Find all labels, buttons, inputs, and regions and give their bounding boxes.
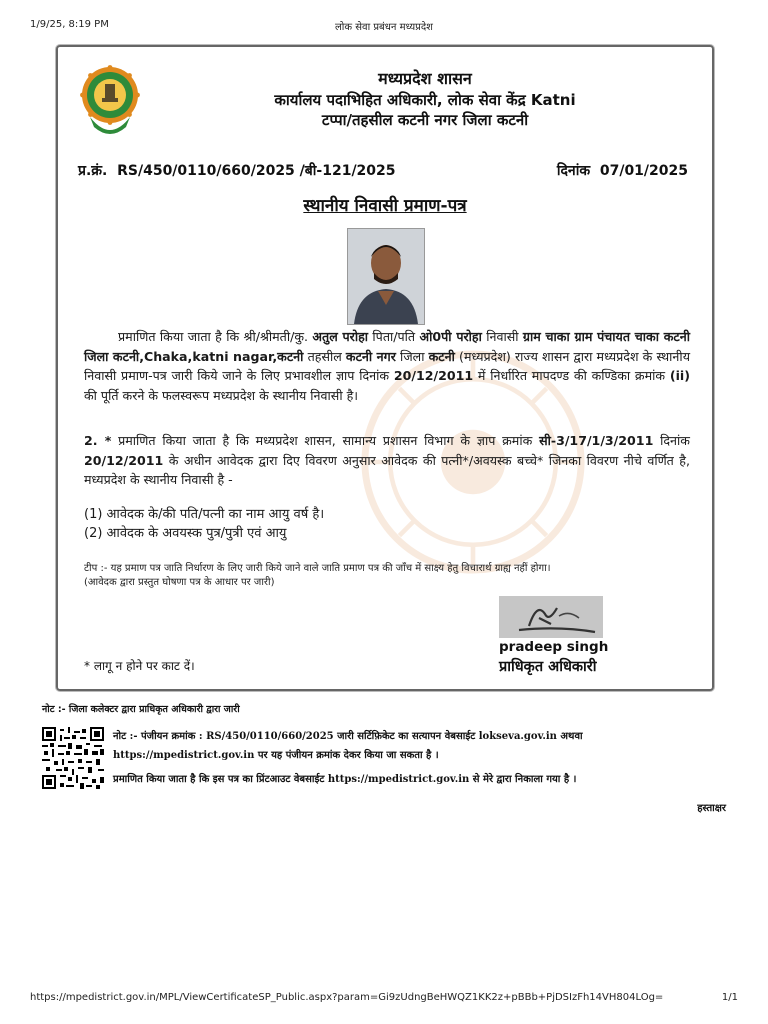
header-tehsil: टप्पा/तहसील कटनी नगर जिला कटनी — [321, 111, 529, 129]
verification-line-1: नोट :- पंजीयन क्रमांक : RS/450/0110/660/2025 जारी सर्टिफ़िकेट का सत्यापन वेबसाईट lokseva.gov.in अथवा — [113, 731, 583, 742]
note-line-2: (आवेदक द्वारा प्रस्तुत घोषणा पत्र के आधार पर जारी) — [84, 577, 275, 588]
para1-text: (मध्यप्रदेश) राज्य शासन द्वारा मध्यप्रदेश के स्थानीय निवासी प्रमाण-पत्र जारी किये जाने के लिए प्रभावशील ज्ञाप दिनांक — [84, 348, 690, 383]
signature-label: हस्ताक्षर — [697, 803, 726, 814]
issue-date — [557, 161, 688, 180]
dependent-item-spouse: (1) आवेदक के/की पति/पत्नी का नाम आयु वर्ष है। — [84, 507, 325, 522]
signature-image — [499, 596, 603, 638]
date-label: दिनांक — [556, 163, 591, 179]
header-government: मध्यप्रदेश शासन — [378, 69, 472, 88]
para1-text: जिला — [395, 348, 429, 364]
certificate-paragraph-1 — [84, 327, 690, 405]
signatory-name: pradeep singh — [499, 639, 609, 655]
para1-text: पिता/पति — [368, 329, 420, 344]
printout-statement: प्रमाणित किया जाता है कि इस पत्र का प्रिंटआउट वेबसाईट https://mpedistrict.gov.in से मेरे द्वारा निकाला गया है । — [113, 774, 577, 785]
para1-text: प्रमाणित किया जाता है कि श्री/श्रीमती/कु. — [118, 329, 313, 344]
memo-number: सी-3/17/1/3/2011 — [539, 433, 654, 448]
memo-date-2: 20/12/2011 — [84, 452, 164, 468]
verification-line-2: https://mpedistrict.gov.in पर यह पंजीयन क्रमांक देकर किया जा सकता है । — [113, 750, 439, 761]
applicant-name: अतुल परोहा — [312, 329, 369, 344]
verification-note — [113, 727, 733, 765]
para1-text: की पूर्ति करने के फलस्वरूप मध्यप्रदेश के स्थानीय निवासी है। — [84, 387, 359, 403]
para2-text: दिनांक — [653, 433, 690, 448]
certificate-paragraph-2 — [84, 431, 690, 490]
reference-value: RS/450/0110/660/2025 /बी-121/2025 — [117, 163, 396, 179]
reference-number — [78, 161, 396, 180]
para1-text: तहसील — [303, 348, 346, 364]
reference-label: प्र.क्रं. — [78, 163, 108, 179]
qr-code-icon[interactable] — [42, 727, 104, 789]
certificate-note — [84, 562, 551, 590]
print-page-title: लोक सेवा प्रबंधन मध्यप्रदेश — [335, 22, 433, 33]
memo-date: 20/12/2011 — [393, 368, 474, 383]
note-line-1: टीप :- यह प्रमाण पत्र जाति निर्धारण के लिए जारी किये जाने वाले जाति प्रमाण पत्र की जाँच में साक्ष्य हेतु विचारार्थ ग्राह्य नहीं होगा। — [84, 563, 551, 574]
father-name: ओ0पी परोहा — [419, 329, 482, 344]
para2-text: प्रमाणित किया जाता है कि मध्यप्रदेश शासन, सामान्य प्रशासन विभाग के ज्ञाप क्रमांक — [111, 433, 540, 448]
dependent-item-children: (2) आवेदक के अवयस्क पुत्र/पुत्री एवं आयु — [84, 526, 287, 541]
district-name: कटनी — [428, 348, 455, 364]
date-value: 07/01/2025 — [599, 163, 688, 179]
para2-number: 2. * — [84, 433, 112, 448]
header-office: कार्यालय पदाभिहित अधिकारी, लोक सेवा केंद्र Katni — [274, 91, 576, 109]
applicant-photo — [347, 228, 425, 325]
certificate — [56, 45, 714, 691]
issued-by-note: नोट :- जिला कलेक्टर द्वारा प्राधिकृत अधिकारी द्वारा जारी — [42, 704, 240, 715]
applicant-address: ग्राम चाका ग्राम पंचायत चाका कटनी जिला कटनी,Chaka,katni nagar,कटनी — [84, 329, 691, 364]
tehsil-name: कटनी नगर — [345, 348, 396, 364]
print-footer-url[interactable]: https://mpedistrict.gov.in/MPL/ViewCertificateSP_Public.aspx?param=Gi9zUdngBeHWQZ1KK2z+pBBb+PjDSIzFh14VH804LOg= — [30, 992, 664, 1003]
dependent-list — [84, 505, 324, 543]
signatory-designation: प्राधिकृत अधिकारी — [499, 659, 597, 675]
para2-text: के अधीन आवेदक द्वारा दिए विवरण अनुसार आवेदक की पत्नी*/अवयस्क बच्चे* जिनका विवरण नीचे वर्णित है, मध्यप्रदेश के स्थानीय निवासी है - — [84, 452, 690, 487]
print-datetime: 1/9/25, 8:19 PM — [30, 19, 109, 30]
strike-note: * लागू न होने पर काट दें। — [84, 659, 195, 673]
para1-text: निवासी — [481, 329, 523, 344]
para1-text: में निर्धारित मापदण्ड की कण्डिका क्रमांक — [473, 368, 670, 383]
clause-number: (ii) — [669, 368, 690, 383]
mp-government-emblem-icon — [80, 65, 140, 143]
certificate-title: स्थानीय निवासी प्रमाण-पत्र — [303, 196, 467, 216]
print-footer-page: 1/1 — [721, 992, 738, 1003]
